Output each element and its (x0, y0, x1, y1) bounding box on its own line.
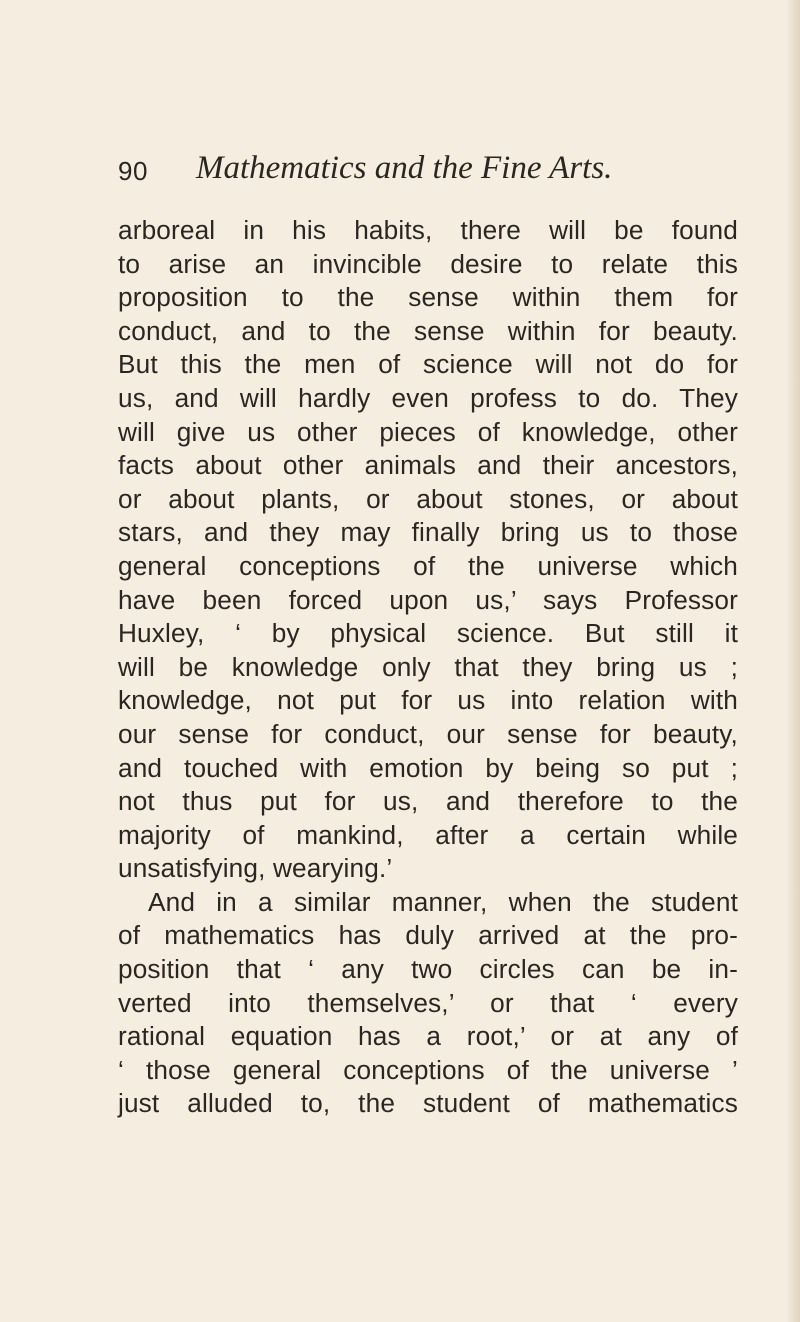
text-line: position that ‘ any two circles can be in- (118, 954, 738, 985)
text-line: But this the men of science will not do for (118, 349, 738, 380)
page-edge (786, 0, 800, 1322)
text-line: knowledge, not put for us into relation with (118, 685, 738, 716)
text-line: rational equation has a root,’ or at any of (118, 1021, 738, 1052)
running-header (118, 150, 738, 194)
text-line: our sense for conduct, our sense for beauty, (118, 718, 738, 749)
text-line: verted into themselves,’ or that ‘ every (118, 987, 738, 1018)
text-line: arboreal in his habits, there will be found (118, 215, 738, 245)
text-line: general conceptions of the universe which (118, 550, 738, 581)
text-line: proposition to the sense within them for (118, 282, 738, 313)
text-line: have been forced upon us,’ says Professor (118, 584, 738, 615)
text-line: unsatisfying, wearying.’ (118, 853, 393, 884)
text-line: will be knowledge only that they bring us ; (118, 651, 738, 682)
text-line: stars, and they may finally bring us to those (118, 517, 738, 548)
running-title: Mathematics and the Fine Arts. (196, 150, 613, 186)
text-line: and touched with emotion by being so put ; (118, 752, 738, 783)
text-line: conduct, and to the sense within for beauty. (118, 315, 738, 346)
page-number: 90 (118, 156, 148, 186)
text-line: not thus put for us, and therefore to the (118, 786, 738, 817)
body-text (118, 214, 738, 1121)
text-line: Huxley, ‘ by physical science. But still it (118, 618, 738, 649)
text-line: And in a similar manner, when the student (148, 886, 738, 917)
text-line: to arise an invincible desire to relate this (118, 248, 738, 279)
text-line: just alluded to, the student of mathematics (118, 1088, 738, 1119)
text-line: majority of mankind, after a certain while (118, 819, 738, 850)
text-line: ‘ those general conceptions of the universe ’ (118, 1054, 738, 1085)
text-line: or about plants, or about stones, or about (118, 483, 738, 514)
text-line: of mathematics has duly arrived at the pro- (118, 920, 738, 951)
text-line: will give us other pieces of knowledge, other (118, 416, 738, 447)
text-line: us, and will hardly even profess to do. They (118, 382, 738, 413)
text-line: facts about other animals and their ancestors, (118, 450, 738, 481)
